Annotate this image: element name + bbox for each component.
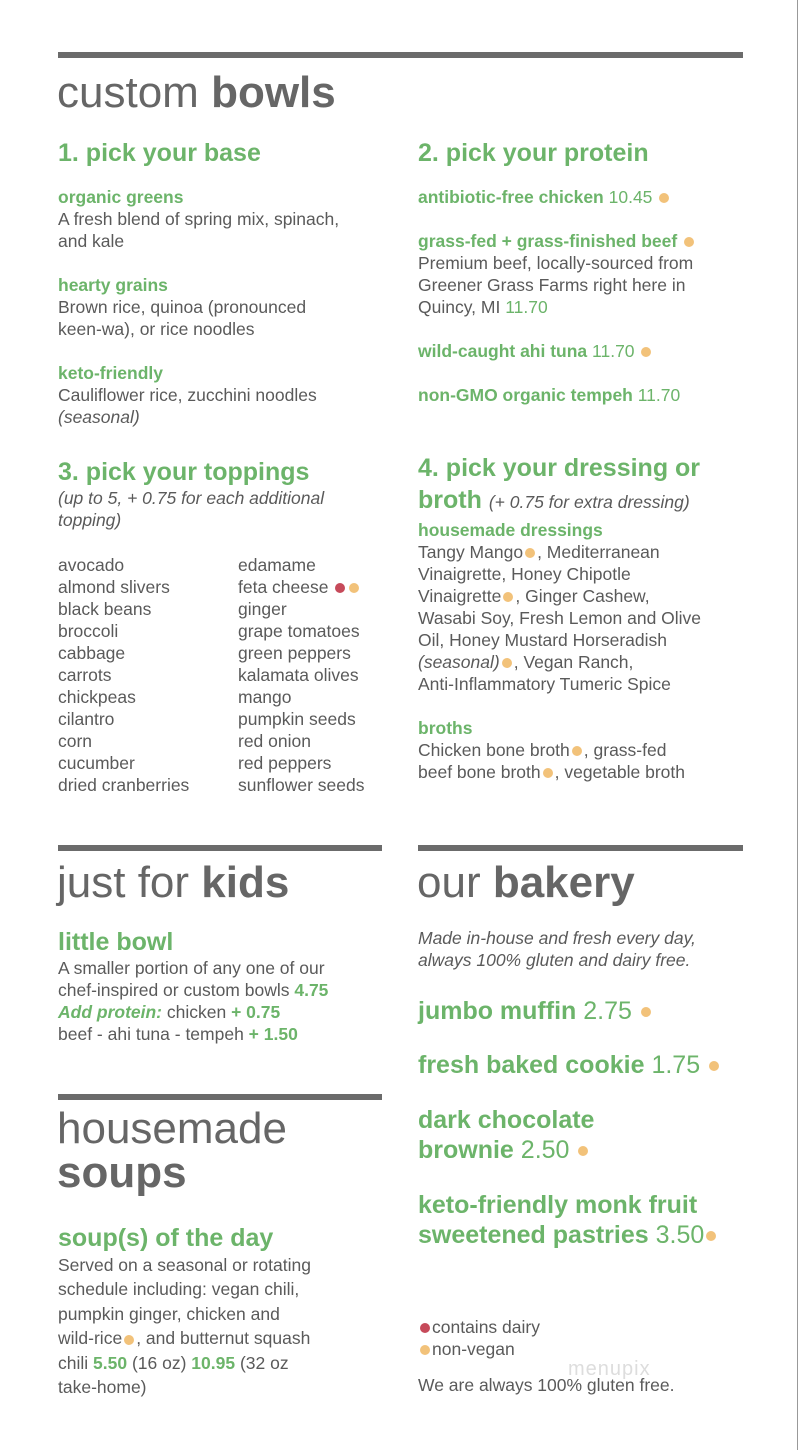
bakery-item-name: jumbo muffin xyxy=(418,997,577,1025)
bakery-item xyxy=(418,1190,718,1250)
soup-desc: wild-rice xyxy=(58,1328,123,1349)
dressing-text: Oil, Honey Mustard Horseradish xyxy=(418,630,667,650)
topping: black beans xyxy=(58,599,152,619)
broth-text: , vegetable broth xyxy=(554,762,685,782)
topping: mango xyxy=(238,687,292,707)
bakery-item xyxy=(418,1105,594,1165)
topping: avocado xyxy=(58,555,125,575)
protein-desc: Premium beef, locally-sourced from xyxy=(418,253,694,273)
dressing-text: , Mediterranean xyxy=(537,542,660,562)
bakery-item-price: 2.75 xyxy=(583,997,632,1025)
bakery-title xyxy=(417,858,635,908)
bakery-item-name: sweetened pastries xyxy=(418,1221,649,1249)
bakery-intro: Made in-house and fresh every day, xyxy=(418,928,696,948)
base-item-name: keto-friendly xyxy=(58,363,164,383)
soup-item-name: soup(s) of the day xyxy=(58,1224,274,1252)
bakery-item-price: 3.50 xyxy=(655,1221,705,1249)
title-bold: kids xyxy=(201,858,290,907)
topping: almond slivers xyxy=(58,577,170,597)
soups-section xyxy=(58,1223,388,1399)
title-light: custom xyxy=(57,68,199,117)
topping: chickpeas xyxy=(58,687,136,707)
soup-price-small: 5.50 xyxy=(93,1352,128,1373)
topping: sunflower seeds xyxy=(238,775,365,795)
non-vegan-dot-icon xyxy=(684,237,694,247)
topping: broccoli xyxy=(58,621,119,641)
base-item-desc: Cauliflower rice, zucchini noodles xyxy=(58,385,317,405)
non-vegan-dot-icon xyxy=(543,768,553,778)
custom-bowls-title xyxy=(57,68,336,118)
base-section xyxy=(58,138,388,428)
toppings-note: topping) xyxy=(58,510,122,530)
title-light: housemade xyxy=(57,1104,287,1153)
soup-size: (32 oz xyxy=(235,1352,289,1373)
kids-price: + 0.75 xyxy=(231,1002,281,1022)
non-vegan-dot-icon xyxy=(502,658,512,668)
title-light: our xyxy=(417,858,481,907)
topping: corn xyxy=(58,731,93,751)
kids-item-name: little bowl xyxy=(58,928,174,956)
title-bold: bakery xyxy=(492,858,635,907)
non-vegan-dot-icon xyxy=(659,193,669,203)
bakery-item xyxy=(418,1050,721,1080)
non-vegan-dot-icon xyxy=(641,347,651,357)
base-item-desc: A fresh blend of spring mix, spinach, xyxy=(58,209,340,229)
bakery-item-price: 1.75 xyxy=(651,1051,701,1079)
broth-text: , grass-fed xyxy=(583,740,667,760)
topping: kalamata olives xyxy=(238,665,359,685)
soup-desc: chili xyxy=(58,1352,94,1373)
non-vegan-dot-icon xyxy=(420,1345,430,1355)
kids-title xyxy=(57,858,289,908)
non-vegan-dot-icon xyxy=(709,1061,719,1071)
soup-desc: Served on a seasonal or rotating xyxy=(58,1255,311,1275)
broth-text: beef bone broth xyxy=(418,762,541,782)
non-vegan-dot-icon xyxy=(572,746,582,756)
topping: ginger xyxy=(238,599,287,619)
add-protein-label: Add protein: xyxy=(58,1002,163,1022)
protein-price: 11.70 xyxy=(637,385,681,405)
kids-price: + 1.50 xyxy=(248,1024,298,1044)
topping: grape tomatoes xyxy=(238,621,360,641)
section-rule xyxy=(418,845,743,851)
non-vegan-dot-icon xyxy=(525,548,535,558)
title-bold: soups xyxy=(57,1148,187,1197)
dressing-text: Anti-Inflammatory Tumeric Spice xyxy=(418,674,671,694)
protein-item xyxy=(418,230,758,252)
base-item-desc: Brown rice, quinoa (pronounced xyxy=(58,297,307,317)
bakery-item-name: dark chocolate xyxy=(418,1106,595,1134)
bakery-item-name: fresh baked cookie xyxy=(418,1051,645,1079)
watermark: menupix xyxy=(568,1358,651,1380)
broth-text: Chicken bone broth xyxy=(418,740,570,760)
kids-desc: beef - ahi tuna - tempeh xyxy=(58,1024,249,1044)
title-light: just for xyxy=(57,858,190,907)
toppings-note: (up to 5, + 0.75 for each additional xyxy=(58,488,325,508)
non-vegan-dot-icon xyxy=(124,1335,134,1345)
legend-non-vegan: non-vegan xyxy=(432,1339,515,1359)
soups-title xyxy=(57,1104,287,1197)
soup-desc: , and butternut squash xyxy=(136,1328,311,1349)
broths-heading: broths xyxy=(418,718,473,738)
title-bold: bowls xyxy=(211,68,336,117)
topping: edamame xyxy=(238,555,316,575)
base-item-name: organic greens xyxy=(58,187,184,207)
base-item-note: (seasonal) xyxy=(58,407,140,427)
topping: cucumber xyxy=(58,753,135,773)
bakery-item xyxy=(418,996,653,1026)
dressing-text: Vinaigrette xyxy=(418,586,502,606)
bakery-item-price: 2.50 xyxy=(520,1136,570,1164)
protein-name: grass-fed + grass-finished beef xyxy=(418,231,678,251)
legend-dairy: contains dairy xyxy=(432,1317,540,1337)
dairy-dot-icon xyxy=(335,583,345,593)
bakery-section xyxy=(418,927,763,971)
protein-name: antibiotic-free chicken xyxy=(418,187,604,207)
non-vegan-dot-icon xyxy=(578,1146,588,1156)
dressing-text: Tangy Mango xyxy=(418,542,524,562)
dressing-heading-broth: broth xyxy=(418,486,482,514)
topping xyxy=(238,576,364,598)
protein-price: 10.45 xyxy=(608,187,653,207)
dressing-text: , Vegan Ranch, xyxy=(513,652,634,672)
protein-price: 11.70 xyxy=(592,341,635,361)
non-vegan-dot-icon xyxy=(641,1007,651,1017)
toppings-heading: 3. pick your toppings xyxy=(58,458,310,486)
dressing-text: , Ginger Cashew, xyxy=(515,586,650,606)
bakery-item-name: keto-friendly monk fruit xyxy=(418,1191,698,1219)
bakery-item-name: brownie xyxy=(418,1136,514,1164)
protein-section xyxy=(418,138,758,406)
protein-item xyxy=(418,384,758,406)
kids-price: 4.75 xyxy=(294,980,329,1000)
section-rule xyxy=(58,1094,382,1100)
section-rule xyxy=(58,845,382,851)
protein-heading: 2. pick your protein xyxy=(418,139,649,167)
toppings-list-col1 xyxy=(58,554,189,796)
topping: pumpkin seeds xyxy=(238,709,356,729)
section-rule xyxy=(58,52,743,58)
dressing-text: Vinaigrette, Honey Chipotle xyxy=(418,564,631,584)
soup-desc: take-home) xyxy=(58,1377,147,1398)
soup-price-large: 10.95 xyxy=(191,1352,236,1373)
dressing-heading: 4. pick your dressing or xyxy=(418,454,701,482)
toppings-section xyxy=(58,457,388,531)
dressing-text: Wasabi Soy, Fresh Lemon and Olive xyxy=(418,608,702,628)
topping: red peppers xyxy=(238,753,332,773)
base-item-desc: and kale xyxy=(58,231,125,251)
gluten-free-note: We are always 100% gluten free. xyxy=(418,1375,675,1395)
topping: cilantro xyxy=(58,709,115,729)
soup-size: (16 oz) xyxy=(127,1352,192,1373)
kids-desc: A smaller portion of any one of our xyxy=(58,958,325,978)
toppings-list-col2 xyxy=(238,554,364,796)
non-vegan-dot-icon xyxy=(503,592,513,602)
dairy-dot-icon xyxy=(420,1323,430,1333)
soup-desc: pumpkin ginger, chicken and xyxy=(58,1303,280,1324)
topping: dried cranberries xyxy=(58,775,190,795)
kids-section xyxy=(58,927,388,1045)
housemade-dressings-heading: housemade dressings xyxy=(418,520,603,540)
dressing-text: (seasonal) xyxy=(418,652,500,672)
dressing-section xyxy=(418,453,763,783)
legend xyxy=(418,1316,674,1396)
base-item-desc: keen-wa), or rice noodles xyxy=(58,319,255,339)
protein-name: wild-caught ahi tuna xyxy=(418,341,588,361)
base-heading: 1. pick your base xyxy=(58,139,261,167)
protein-item xyxy=(418,340,758,362)
non-vegan-dot-icon xyxy=(706,1231,716,1241)
kids-desc: chicken xyxy=(162,1002,232,1022)
topping: red onion xyxy=(238,731,311,751)
bakery-intro: always 100% gluten and dairy free. xyxy=(418,950,691,970)
base-item-name: hearty grains xyxy=(58,275,168,295)
dressing-note: (+ 0.75 for extra dressing) xyxy=(488,492,690,512)
kids-desc: chef-inspired or custom bowls xyxy=(58,980,290,1000)
protein-item xyxy=(418,186,758,208)
topping-label: feta cheese xyxy=(238,577,329,597)
non-vegan-dot-icon xyxy=(349,583,359,593)
topping: green peppers xyxy=(238,643,351,663)
topping: cabbage xyxy=(58,643,126,663)
protein-price: 11.70 xyxy=(505,297,548,317)
soup-desc: schedule including: vegan chili, xyxy=(58,1279,300,1300)
protein-desc: Greener Grass Farms right here in xyxy=(418,275,686,295)
protein-desc: Quincy, MI xyxy=(418,297,501,317)
topping: carrots xyxy=(58,665,112,685)
protein-name: non-GMO organic tempeh xyxy=(418,385,633,405)
